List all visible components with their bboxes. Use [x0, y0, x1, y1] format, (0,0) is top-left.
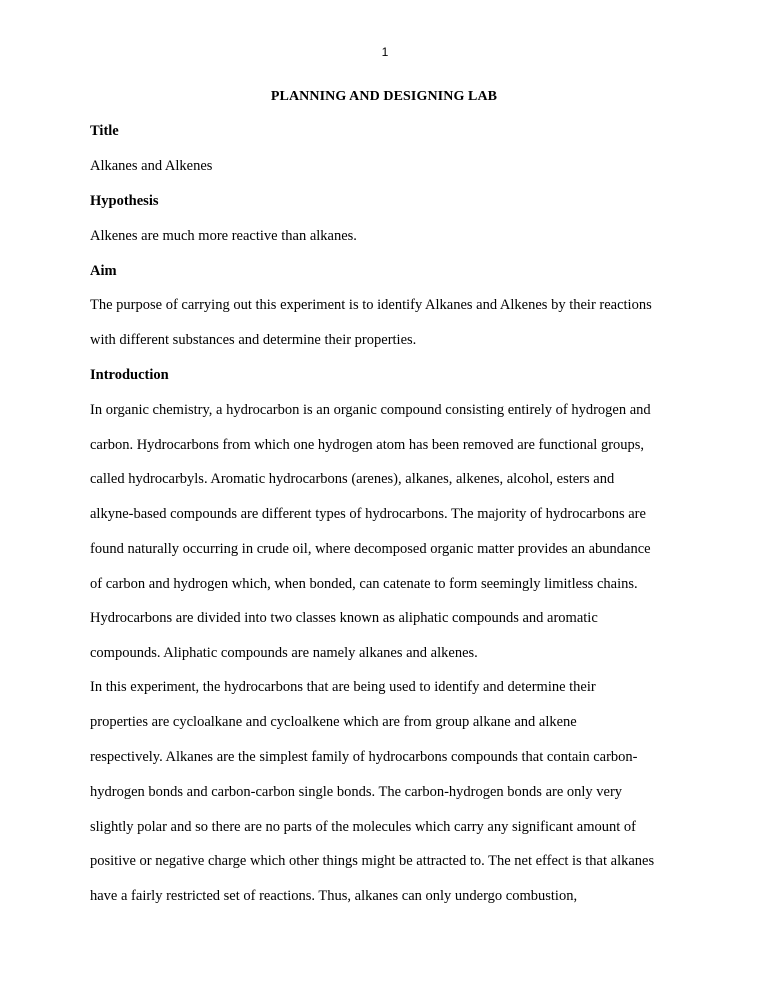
introduction-line: hydrogen bonds and carbon-carbon single bonds. The carbon-hydrogen bonds are only very: [90, 784, 623, 800]
aim-heading: Aim: [90, 263, 117, 279]
page-number: 1: [381, 45, 389, 59]
introduction-heading: Introduction: [90, 367, 169, 383]
introduction-line: alkyne-based compounds are different types of hydrocarbons. The majority of hydrocarbons are: [90, 506, 646, 522]
introduction-line: compounds. Aliphatic compounds are namely alkanes and alkenes.: [90, 645, 478, 661]
hypothesis-heading: Hypothesis: [90, 193, 159, 209]
introduction-line: In organic chemistry, a hydrocarbon is an organic compound consisting entirely of hydrogen and: [90, 402, 651, 418]
introduction-line: properties are cycloalkane and cycloalkene which are from group alkane and alkene: [90, 714, 577, 730]
introduction-line: Hydrocarbons are divided into two classes known as aliphatic compounds and aromatic: [90, 610, 598, 626]
title-text: Alkanes and Alkenes: [90, 158, 213, 174]
introduction-line: respectively. Alkanes are the simplest family of hydrocarbons compounds that contain carbon-: [90, 749, 638, 765]
document-title: [0, 89, 768, 105]
introduction-line: called hydrocarbyls. Aromatic hydrocarbons (arenes), alkanes, alkenes, alcohol, esters and: [90, 471, 615, 487]
introduction-line: have a fairly restricted set of reactions. Thus, alkanes can only undergo combustion,: [90, 888, 578, 904]
aim-line: The purpose of carrying out this experiment is to identify Alkanes and Alkenes by their reactions: [90, 297, 652, 313]
introduction-line: positive or negative charge which other things might be attracted to. The net effect is that alkanes: [90, 853, 655, 869]
introduction-line: In this experiment, the hydrocarbons that are being used to identify and determine their: [90, 679, 596, 695]
introduction-line: slightly polar and so there are no parts of the molecules which carry any significant amount of: [90, 819, 637, 835]
introduction-line: of carbon and hydrogen which, when bonded, can catenate to form seemingly limitless chains.: [90, 576, 638, 592]
hypothesis-text: Alkenes are much more reactive than alkanes.: [90, 228, 357, 244]
introduction-line: found naturally occurring in crude oil, where decomposed organic matter provides an abundance: [90, 541, 651, 557]
document-title-text: PLANNING AND DESIGNING LAB: [270, 89, 498, 104]
aim-line: with different substances and determine their properties.: [90, 332, 417, 348]
title-heading: Title: [90, 123, 119, 139]
introduction-line: carbon. Hydrocarbons from which one hydrogen atom has been removed are functional groups,: [90, 437, 645, 453]
